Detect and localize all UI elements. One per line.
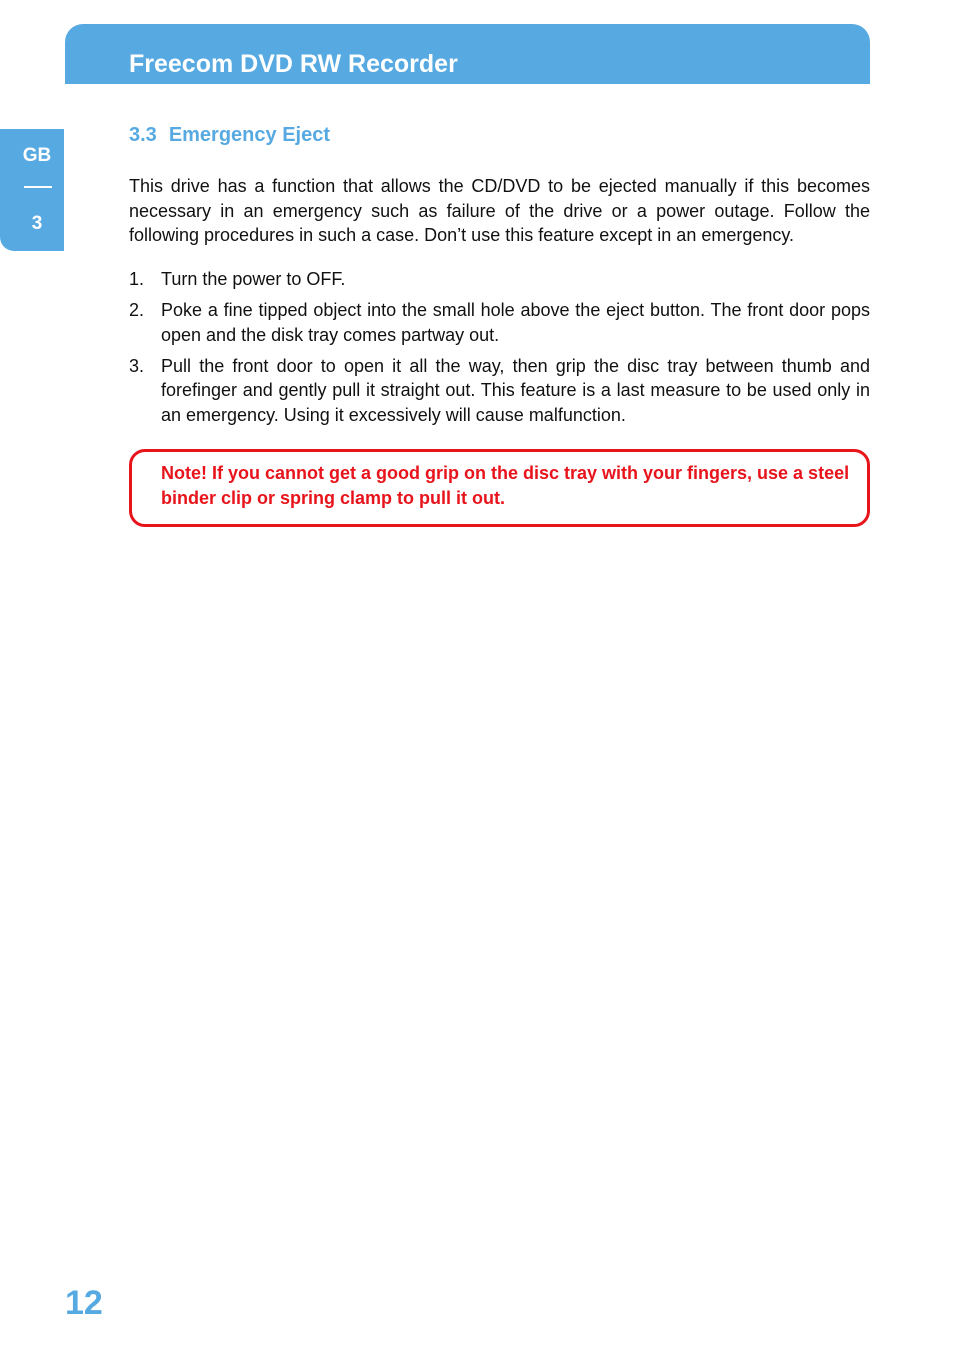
note-text: Note! If you cannot get a good grip on the disc tray with your fingers, use a steel binder clip or spring clamp to pull it out. bbox=[161, 463, 850, 508]
section-heading bbox=[129, 124, 330, 147]
steps-list bbox=[129, 267, 870, 434]
section-number: 3.3 bbox=[129, 124, 157, 146]
step-item bbox=[129, 267, 870, 292]
step-number: 3. bbox=[129, 355, 145, 376]
chapter-number: 3 bbox=[31, 213, 43, 234]
step-text: Turn the power to OFF. bbox=[161, 269, 346, 289]
page-number: 12 bbox=[65, 1284, 103, 1322]
step-number: 1. bbox=[129, 269, 145, 289]
intro-paragraph: This drive has a function that allows the CD/DVD to be ejected manually if this becomes necessary in an emergency such as failure of the drive or a power outage. Follow the following procedures in such a case. Don’t use this feature except in an emergency. bbox=[129, 176, 870, 245]
note-box bbox=[129, 449, 870, 527]
step-text: Pull the front door to open it all the way, then grip the disc tray between thumb and forefinger and gently pull it straight out. This feature is a last measure to be used only in an emergency. Using it excessively will cause malfunction. bbox=[161, 355, 870, 425]
document-title: Freecom DVD RW Recorder bbox=[129, 50, 458, 78]
side-tab-divider bbox=[24, 186, 52, 188]
language-code: GB bbox=[22, 145, 52, 166]
header-bar bbox=[65, 24, 870, 84]
step-item bbox=[129, 298, 870, 347]
step-number: 2. bbox=[129, 300, 145, 320]
step-item bbox=[129, 354, 870, 428]
side-tab bbox=[0, 129, 64, 251]
step-text: Poke a fine tipped object into the small hole above the eject button. The front door pops open and the disk tray comes partway out. bbox=[161, 300, 870, 345]
section-title: Emergency Eject bbox=[168, 124, 331, 146]
